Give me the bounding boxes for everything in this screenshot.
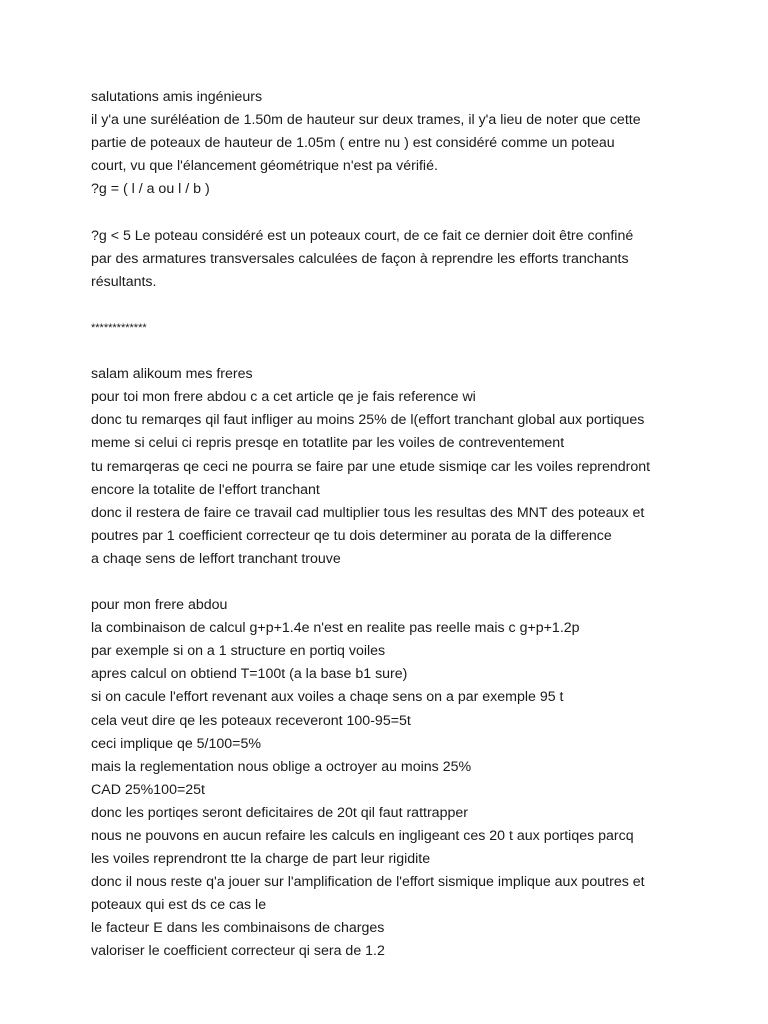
- text-line: donc il nous reste q'a jouer sur l'amplification de l'effort sismique implique aux poutres et: [91, 874, 645, 891]
- text-line: ceci implique qe 5/100=5%: [91, 735, 261, 752]
- paragraph-salam: [91, 363, 691, 571]
- text-line: apres calcul on obtiend T=100t (a la base b1 sure): [91, 666, 408, 683]
- paragraph-gap: [91, 294, 691, 317]
- text-line: nous ne pouvons en aucun refaire les calculs en ingligeant ces 20 t aux portiqes parcq: [91, 828, 634, 844]
- text-line: mais la reglementation nous oblige a octroyer au moins 25%: [91, 758, 472, 775]
- text-line: CAD 25%100=25t: [91, 781, 205, 798]
- document-page: [91, 86, 691, 964]
- text-line: donc les portiqes seront deficitaires de 20t qil faut rattrapper: [91, 804, 468, 821]
- text-line: poteaux qui est ds ce cas le: [91, 897, 267, 914]
- text-line: la combinaison de calcul g+p+1.4e n'est en realite pas reelle mais c g+p+1.2p: [91, 620, 580, 637]
- text-line: meme si celui ci repris presqe en totatlite par les voiles de contreventement: [91, 435, 565, 452]
- text-line: partie de poteaux de hauteur de 1.05m ( entre nu ) est considéré comme un poteau: [91, 135, 615, 152]
- text-line: pour toi mon frere abdou c a cet article qe je fais reference wi: [91, 389, 476, 406]
- text-line: valoriser le coefficient correcteur qi sera de 1.2: [91, 943, 385, 960]
- text-line: a chaqe sens de leffort tranchant trouve: [91, 550, 341, 567]
- paragraph-short-column: [91, 225, 691, 294]
- text-line: ?g < 5 Le poteau considéré est un poteaux court, de ce fait ce dernier doit être confiné: [91, 227, 634, 244]
- text-line: les voiles reprendront tte la charge de part leur rigidite: [91, 851, 431, 868]
- text-line: poutres par 1 coefficient correcteur qe tu dois determiner au porata de la difference: [91, 527, 612, 544]
- text-line: court, vu que l'élancement géométrique n'est pa vérifié.: [91, 158, 438, 175]
- text-line: salutations amis ingénieurs: [91, 89, 263, 105]
- text-line: par des armatures transversales calculées de façon à reprendre les efforts tranchants: [91, 250, 629, 267]
- paragraph-greeting-engineers: [91, 86, 691, 201]
- text-line: il y'a une suréléation de 1.50m de hauteur sur deux trames, il y'a lieu de noter que cette: [91, 112, 641, 129]
- separator-asterisks: *************: [91, 321, 147, 334]
- paragraph-gap: [91, 571, 691, 594]
- text-line: le facteur E dans les combinaisons de charges: [91, 920, 385, 937]
- text-line: donc tu remarqes qil faut infliger au moins 25% de l(effort tranchant global aux portiques: [91, 412, 645, 429]
- text-line: si on cacule l'effort revenant aux voiles a chaqe sens on a par exemple 95 t: [91, 689, 564, 706]
- text-line: ?g = ( l / a ou l / b ): [91, 181, 210, 198]
- paragraph-gap: [91, 201, 691, 224]
- text-line: résultants.: [91, 273, 157, 290]
- text-line: cela veut dire qe les poteaux receveront 100-95=5t: [91, 712, 411, 729]
- text-line: salam alikoum mes freres: [91, 366, 253, 383]
- text-line: encore la totalite de l'effort tranchant: [91, 481, 320, 498]
- paragraph-gap: [91, 340, 691, 363]
- paragraph-combination-example: [91, 594, 691, 964]
- text-line: tu remarqeras qe ceci ne pourra se faire par une etude sismiqe car les voiles reprendront: [91, 458, 651, 475]
- text-line: par exemple si on a 1 structure en portiq voiles: [91, 643, 386, 660]
- text-line: donc il restera de faire ce travail cad multiplier tous les resultas des MNT des poteaux et: [91, 504, 645, 521]
- text-line: pour mon frere abdou: [91, 597, 228, 614]
